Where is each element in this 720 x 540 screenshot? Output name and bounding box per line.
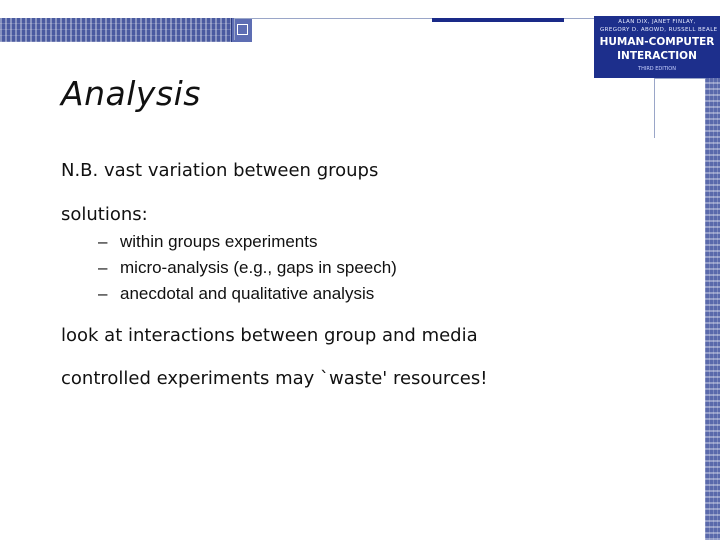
slide-title: Analysis [61,74,201,113]
bullet-text: look at interactions between group and media [61,325,478,346]
binary-pattern [0,18,252,42]
bullet-text: solutions: [61,204,148,225]
bullet-text: N.B. vast variation between groups [61,160,379,181]
sub-bullet [98,232,317,252]
top-accent-bar [432,18,564,22]
binary-decoration-right [705,78,720,540]
binary-decoration-top [0,18,252,42]
book-cover-logo [594,16,720,78]
cover-title-line1: HUMAN-COMPUTER [599,36,715,48]
bullet-text: controlled experiments may `waste' resources! [61,368,488,389]
cover-authors-line1: ALAN DIX, JANET FINLAY, [618,19,696,25]
right-rule-vertical [654,78,655,138]
sub-bullet [98,258,397,278]
sub-bullet-text: anecdotal and qualitative analysis [120,284,375,303]
sub-bullet-text: micro-analysis (e.g., gaps in speech) [120,258,397,277]
cover-authors-line2: GREGORY D. ABOWD, RUSSELL BEALE [600,27,718,33]
sub-bullet-text: within groups experiments [120,232,318,251]
cover-edition: THIRD EDITION [638,66,676,72]
cover-title-line2: INTERACTION [617,50,697,62]
top-rule-corner [234,18,235,40]
dash-marker: – [98,232,108,251]
binary-pattern [705,78,720,540]
dash-marker: – [98,284,108,303]
dash-marker: – [98,258,108,277]
sub-bullet [98,284,374,304]
right-rule [654,78,706,79]
